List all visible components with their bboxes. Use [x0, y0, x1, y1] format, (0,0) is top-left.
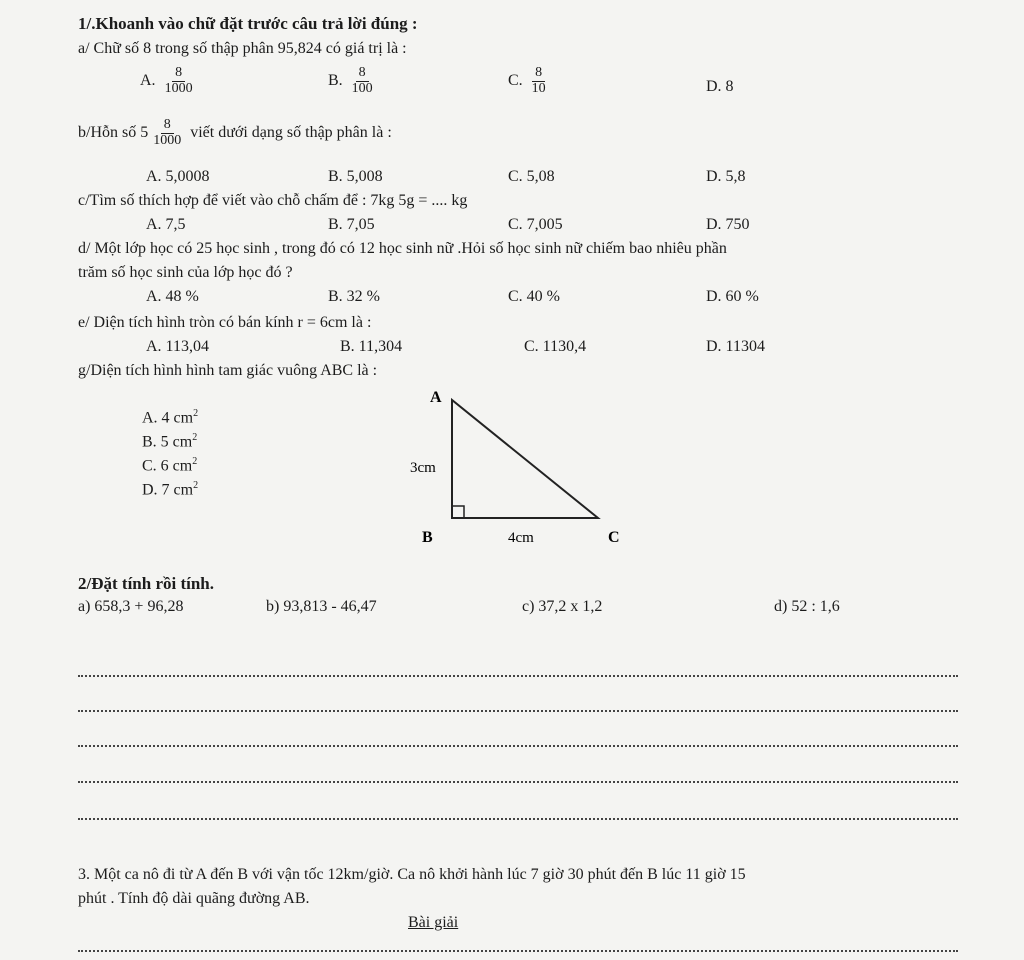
answer-line — [78, 950, 958, 952]
option-text: C. 6 cm — [142, 457, 193, 475]
fraction — [529, 66, 549, 96]
superscript: 2 — [193, 480, 199, 491]
option-g-D — [142, 480, 198, 499]
section-1-title: 1/.Khoanh vào chữ đặt trước câu trả lời đúng : — [78, 14, 418, 33]
fraction — [150, 118, 184, 148]
option-a-D: D. 8 — [706, 78, 734, 95]
answer-line — [78, 710, 958, 712]
question-b-prefix: b/Hỗn số 5 — [78, 123, 149, 141]
option-e-B: B. 11,304 — [340, 338, 403, 355]
option-d-C: C. 40 % — [508, 288, 560, 305]
superscript: 2 — [192, 432, 198, 443]
solution-label: Bài giải — [408, 914, 459, 931]
option-d-A: A. 48 % — [146, 288, 199, 305]
answer-line — [78, 745, 958, 747]
question-e: e/ Diện tích hình tròn có bán kính r = 6cm là : — [78, 314, 372, 331]
question-a: a/ Chữ số 8 trong số thập phân 95,824 có giá trị là : — [78, 40, 407, 57]
option-g-A — [142, 408, 198, 427]
option-e-C: C. 1130,4 — [524, 338, 587, 355]
fraction-numerator: 8 — [172, 66, 185, 82]
fraction-denominator: 1000 — [164, 80, 193, 96]
vertex-a-label: A — [430, 389, 442, 406]
vertex-b-label: B — [422, 529, 433, 546]
option-text: D. 7 cm — [142, 481, 194, 499]
fraction — [162, 66, 196, 96]
fraction-denominator: 100 — [351, 80, 373, 96]
option-b-D: D. 5,8 — [706, 168, 746, 185]
option-d-B: B. 32 % — [328, 288, 380, 305]
fraction-numerator: 8 — [532, 66, 545, 82]
calc-item-c: c) 37,2 x 1,2 — [522, 598, 603, 615]
question-c: c/Tìm số thích hợp để viết vào chỗ chấm để : 7kg 5g = .... kg — [78, 192, 468, 209]
right-triangle-figure — [400, 386, 640, 556]
calc-item-a: a) 658,3 + 96,28 — [78, 598, 184, 615]
option-b-B: B. 5,008 — [328, 168, 383, 185]
option-c-A: A. 7,5 — [146, 216, 186, 233]
question-b-suffix: viết dưới dạng số thập phân là : — [190, 123, 392, 141]
option-a-B — [328, 66, 378, 96]
answer-line — [78, 675, 958, 677]
option-c-D: D. 750 — [706, 216, 750, 233]
problem-3-line1: 3. Một ca nô đi từ A đến B với vận tốc 12km/giờ. Ca nô khởi hành lúc 7 giờ 30 phút đến B lúc 11 giờ 15 — [78, 866, 746, 883]
option-b-A: A. 5,0008 — [146, 168, 210, 185]
calc-item-d: d) 52 : 1,6 — [774, 598, 840, 615]
option-a-C — [508, 66, 551, 96]
fraction-numerator: 8 — [356, 66, 369, 82]
fraction-denominator: 10 — [531, 80, 546, 96]
answer-line — [78, 818, 958, 820]
option-label: B. — [328, 71, 343, 89]
question-d-line1: d/ Một lớp học có 25 học sinh , trong đó có 12 học sinh nữ .Hỏi số học sinh nữ chiếm bao nhiêu phần — [78, 240, 727, 257]
question-g: g/Diện tích hình hình tam giác vuông ABC là : — [78, 362, 378, 379]
option-text: B. 5 cm — [142, 433, 193, 451]
option-e-D: D. 11304 — [706, 338, 765, 355]
section-2-title: 2/Đặt tính rồi tính. — [78, 574, 215, 593]
right-angle-marker — [452, 506, 464, 518]
option-c-B: B. 7,05 — [328, 216, 375, 233]
option-e-A: A. 113,04 — [146, 338, 209, 355]
fraction-numerator: 8 — [161, 118, 174, 134]
side-ab-label: 3cm — [410, 460, 436, 476]
option-g-B — [142, 432, 197, 451]
option-g-C — [142, 456, 197, 475]
question-d-line2: trăm số học sinh của lớp học đó ? — [78, 264, 293, 281]
option-d-D: D. 60 % — [706, 288, 759, 305]
triangle-outline — [452, 400, 598, 518]
answer-line — [78, 781, 958, 783]
option-label: A. — [140, 71, 156, 89]
option-c-C: C. 7,005 — [508, 216, 563, 233]
problem-3-line2: phút . Tính độ dài quãng đường AB. — [78, 890, 310, 907]
superscript: 2 — [193, 408, 199, 419]
question-b — [78, 118, 392, 148]
option-text: A. 4 cm — [142, 409, 194, 427]
calc-item-b: b) 93,813 - 46,47 — [266, 598, 377, 615]
vertex-c-label: C — [608, 529, 620, 546]
fraction-denominator: 1000 — [153, 132, 182, 148]
option-label: C. — [508, 71, 523, 89]
option-a-A — [140, 66, 198, 96]
side-bc-label: 4cm — [508, 530, 534, 546]
fraction — [349, 66, 376, 96]
option-b-C: C. 5,08 — [508, 168, 555, 185]
superscript: 2 — [192, 456, 198, 467]
